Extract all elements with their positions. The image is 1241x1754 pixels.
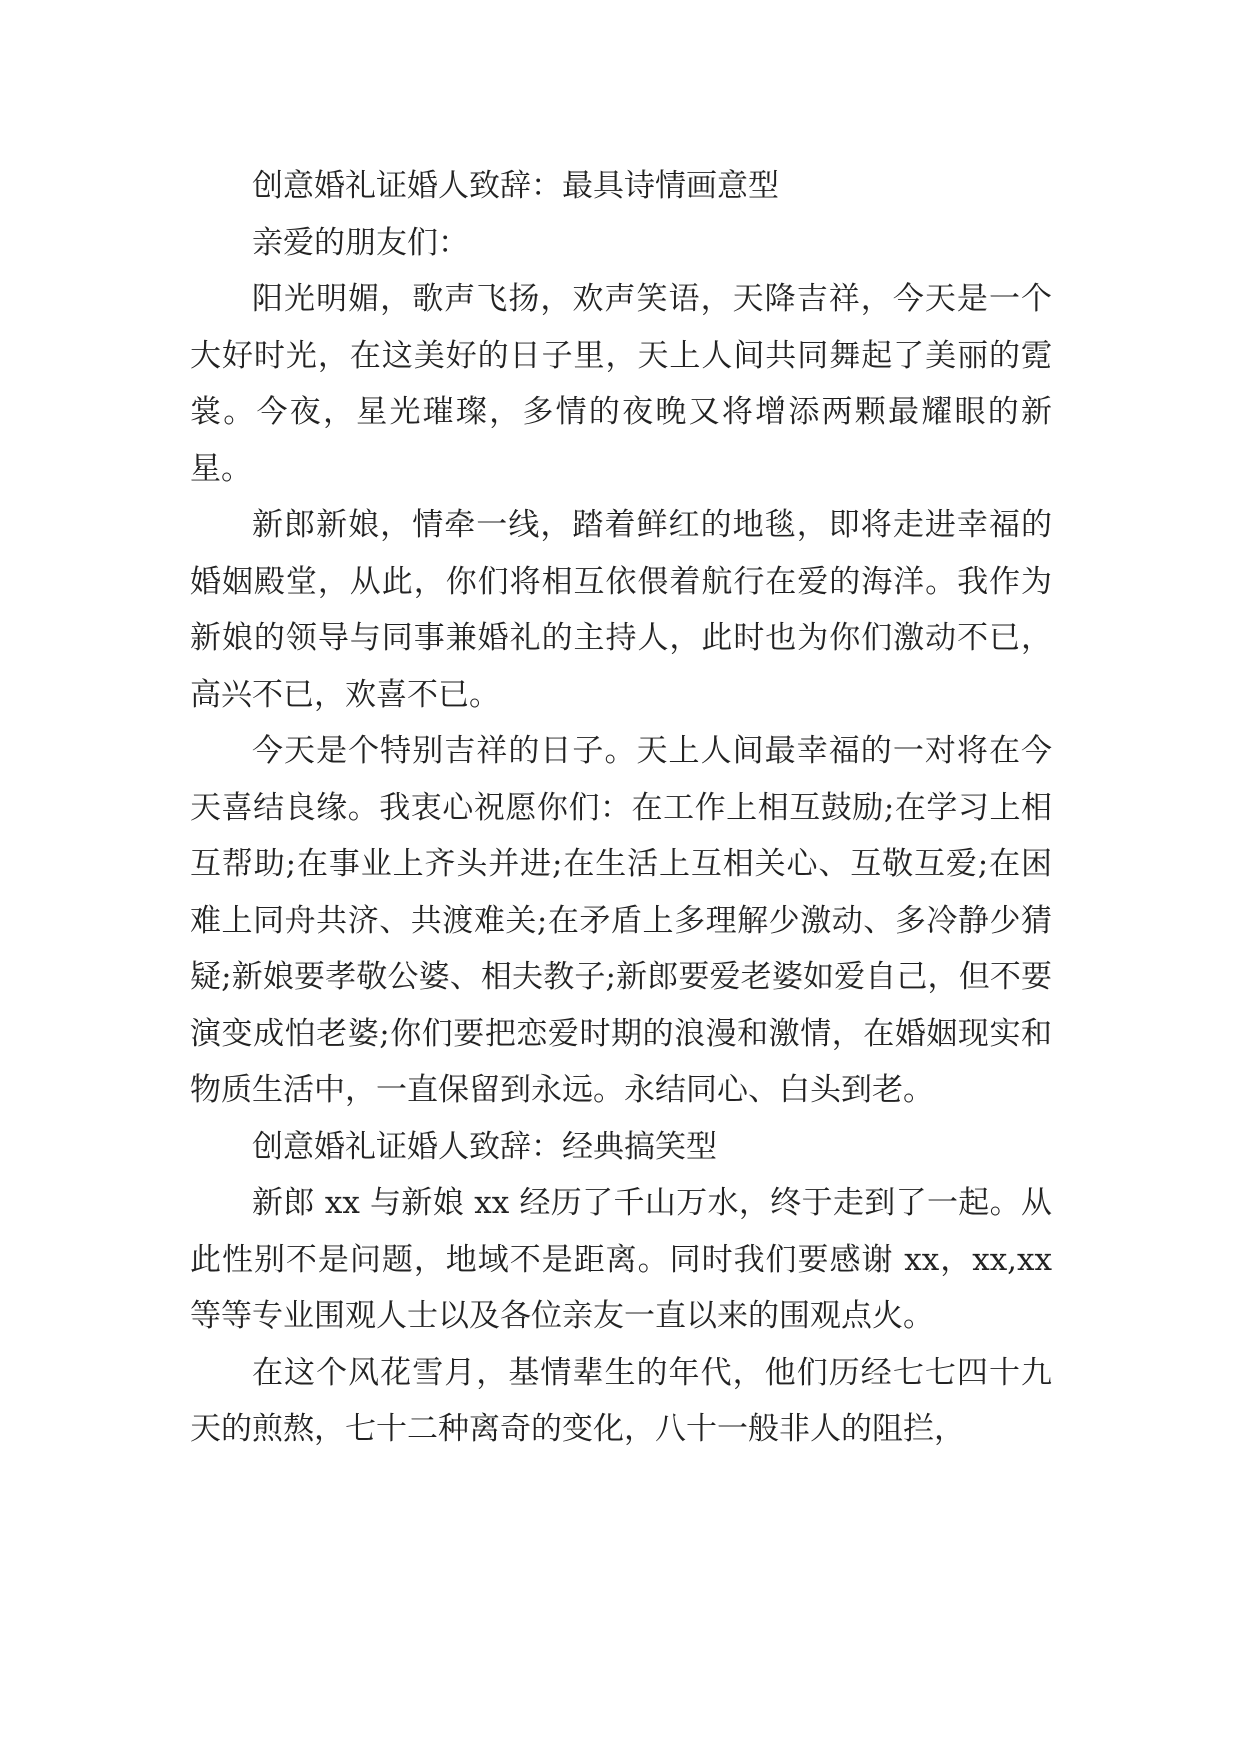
paragraph-1: 阳光明媚，歌声飞扬，欢声笑语，天降吉祥，今天是一个大好时光，在这美好的日子里，天上人间共同舞起了美丽的霓裳。今夜，星光璀璨，多情的夜晚又将增添两颗最耀眼的新星。: [190, 281, 1052, 487]
paragraph-2: 新郎新娘，情牵一线，踏着鲜红的地毯，即将走进幸福的婚姻殿堂，从此，你们将相互依偎着航行在爱的海洋。我作为新娘的领导与同事兼婚礼的主持人，此时也为你们激动不已，高兴不已，欢喜不已。: [190, 507, 1052, 713]
paragraph-5: 在这个风花雪月，基情辈生的年代，他们历经七七四十九天的煎熬，七十二种离奇的变化，八十一般非人的阻拦，: [190, 1354, 1052, 1447]
greeting: 亲爱的朋友们：: [252, 224, 469, 261]
paragraph-3: 今天是个特别吉祥的日子。天上人间最幸福的一对将在今天喜结良缘。我衷心祝愿你们：在工作上相互鼓励;在学习上相互帮助;在事业上齐头并进;在生活上互相关心、互敬互爱;在困难上同舟共济、共渡难关;在矛盾上多理解少激动、多冷静少猜疑;新娘要孝敬公婆、相夫教子;新郎要爱老婆如爱自己，但不要演变成怕老婆;你们要把恋爱时期的浪漫和激情，在婚姻现实和物质生活中，一直保留到永远。永结同心、白头到老。: [190, 733, 1052, 1108]
section-heading-funny: 创意婚礼证婚人致辞：经典搞笑型: [252, 1128, 717, 1165]
document-page: [190, 158, 1052, 1458]
section-heading-poetic: 创意婚礼证婚人致辞：最具诗情画意型: [252, 168, 779, 204]
paragraph-4: 新郎 xx 与新娘 xx 经历了千山万水，终于走到了一起。从此性别不是问题，地域不是距离。同时我们要感谢 xx，xx,xx 等等专业围观人士以及各位亲友一直以来的围观点火。: [190, 1185, 1052, 1334]
